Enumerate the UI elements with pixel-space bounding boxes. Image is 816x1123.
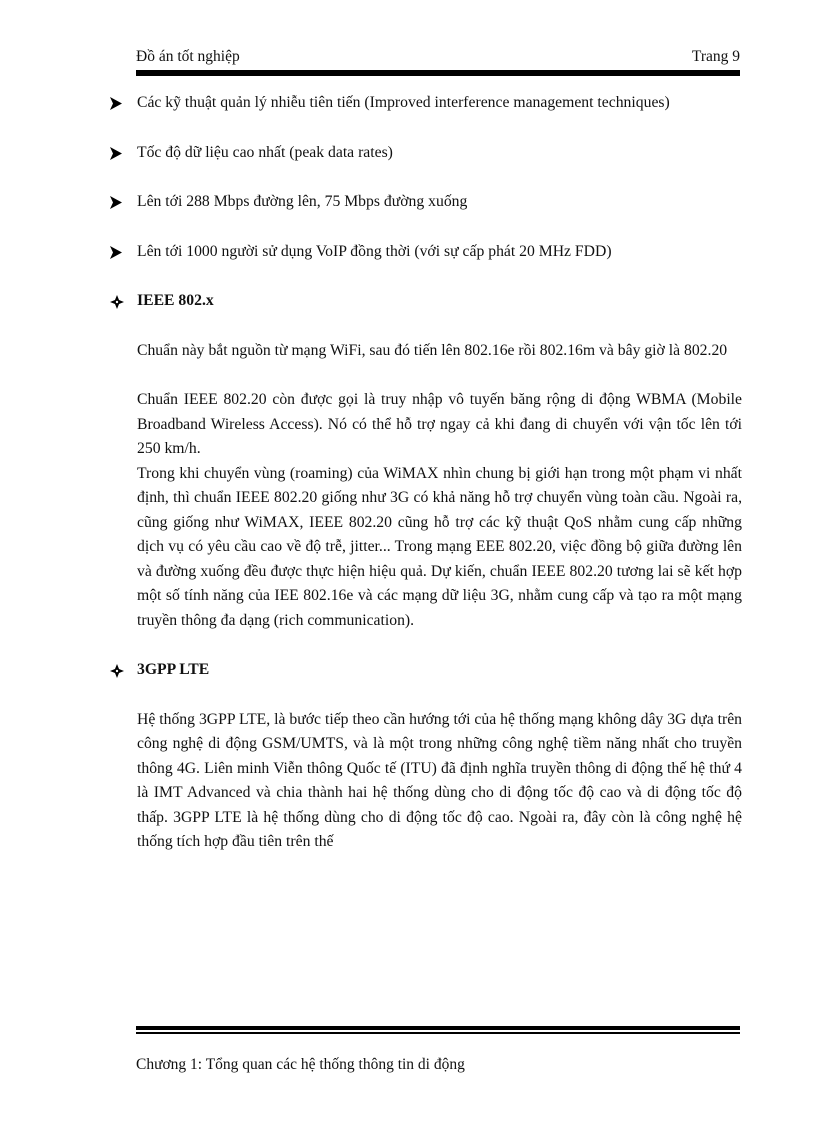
bullet-item	[110, 190, 742, 215]
page-header	[136, 48, 740, 68]
section-title: 3GPP LTE	[137, 661, 210, 678]
diamond-bullet-icon	[110, 664, 124, 678]
paragraph: Trong khi chuyển vùng (roaming) của WiMAX nhìn chung bị giới hạn trong một phạm vi nhất định, thì chuẩn IEEE 802.20 giống như 3G có khả năng hỗ trợ chuyển vùng toàn cầu. Ngoài ra, cũng giống như WiMAX, IEEE 802.20 cũng hỗ trợ các kỹ thuật QoS nhằm cung cấp những dịch vụ có yêu cầu cao về độ trễ, jitter... Trong mạng EEE 802.20, việc đồng bộ giữa đường lên và đường xuống đều được thực hiện hiệu quả. Dự kiến, chuẩn IEEE 802.20 tương lai sẽ kết hợp một số tính năng của IEE 802.16e và các mạng dữ liệu 3G, nhằm cung cấp và tạo ra một mạng truyền thông đa dạng (rich communication).	[137, 464, 742, 629]
bullet-item	[110, 240, 742, 265]
bullet-text: Các kỹ thuật quản lý nhiễu tiên tiến (Improved interference management techniques)	[137, 94, 670, 111]
page-number: Trang 9	[691, 48, 740, 65]
document-title: Đồ án tốt nghiệp	[136, 48, 240, 65]
paragraph: Hệ thống 3GPP LTE, là bước tiếp theo cần hướng tới của hệ thống mạng không dây 3G dựa trên công nghệ di động GSM/UMTS, và là một trong những công nghệ tiềm năng nhất cho truyền thông 4G. Liên minh Viễn thông Quốc tế (ITU) đã định nghĩa truyền thông di động thế hệ thứ 4 là IMT Advanced và chia thành hai hệ thống dùng cho di động tốc độ cao và di động tốc độ thấp. 3GPP LTE là hệ thống dùng cho di động tốc độ cao. Ngoài ra, đây còn là công nghệ hệ thống tích hợp đầu tiên trên thế	[137, 710, 742, 850]
arrow-bullet-icon	[110, 196, 122, 209]
section-title: IEEE 802.x	[137, 292, 214, 309]
paragraph: Chuẩn này bắt nguồn từ mạng WiFi, sau đó tiến lên 802.16e rồi 802.16m và bây giờ là 802.20	[137, 341, 728, 359]
bullet-item	[110, 141, 742, 166]
arrow-bullet-icon	[110, 246, 122, 259]
header-divider	[136, 70, 740, 76]
arrow-bullet-icon	[110, 97, 122, 110]
bullet-text: Tốc độ dữ liệu cao nhất (peak data rates)	[137, 143, 393, 161]
chapter-footer: Chương 1: Tổng quan các hệ thống thông tin di động	[136, 1056, 465, 1073]
bullet-item	[110, 91, 742, 116]
diamond-bullet-icon	[110, 295, 124, 309]
bullet-text: Lên tới 288 Mbps đường lên, 75 Mbps đường xuống	[137, 193, 468, 210]
section-heading-ieee	[110, 289, 742, 314]
arrow-bullet-icon	[110, 147, 122, 160]
footer-divider	[136, 1026, 740, 1034]
bullet-text: Lên tới 1000 người sử dụng VoIP đồng thời (với sự cấp phát 20 MHz FDD)	[137, 242, 612, 260]
paragraph: Chuẩn IEEE 802.20 còn được gọi là truy nhập vô tuyến băng rộng di động WBMA (Mobile Broadband Wireless Access). Nó có thể hỗ trợ ngay cả khi đang di chuyển với vận tốc lên tới 250 km/h.	[137, 391, 742, 457]
section-heading-lte	[110, 658, 742, 683]
page-content	[110, 91, 742, 880]
